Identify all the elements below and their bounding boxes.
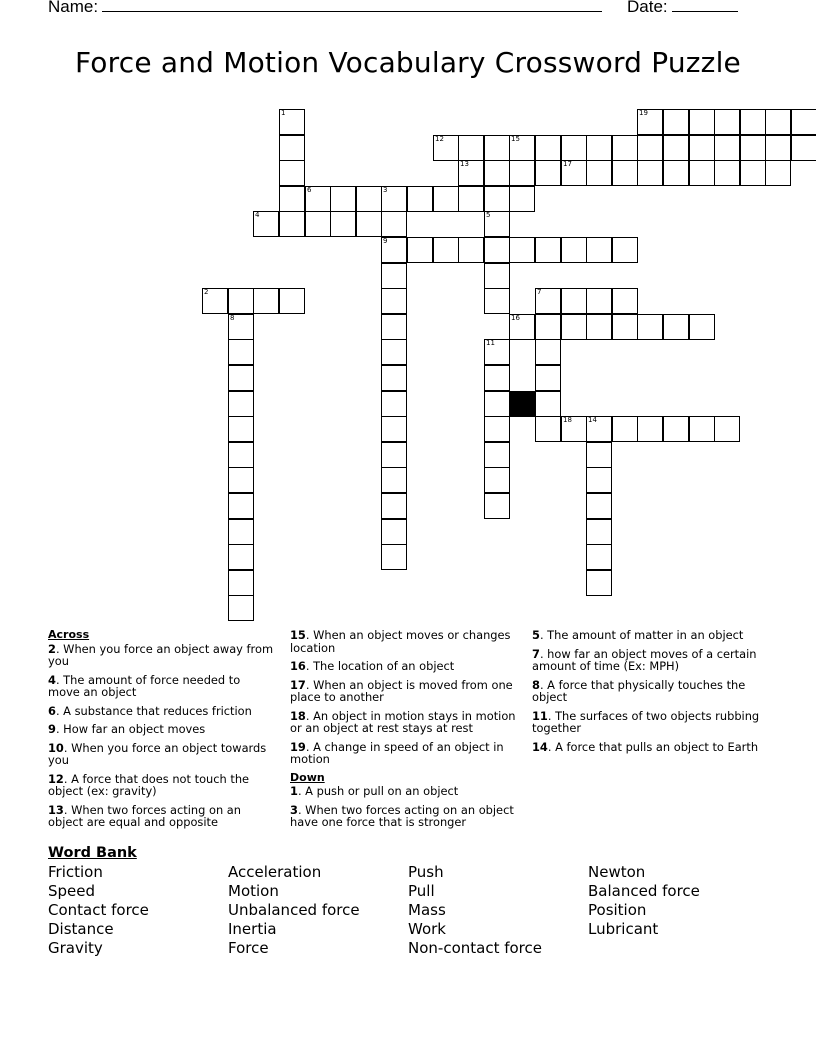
clue-text: . how far an object moves of a certain amount of time (Ex: MPH) (532, 646, 757, 673)
crossword-cell[interactable] (484, 442, 510, 468)
crossword-cell[interactable] (253, 288, 279, 314)
crossword-cell[interactable] (433, 135, 459, 161)
across-clue-list (48, 643, 274, 829)
crossword-cell[interactable] (228, 467, 254, 493)
clue-number: 19 (639, 109, 648, 117)
clue-text: . A force that pulls an object to Earth (547, 739, 759, 754)
crossword-cell[interactable] (433, 237, 459, 263)
down-clue-list (290, 785, 522, 829)
crossword-cell[interactable] (330, 186, 356, 212)
crossword-cell[interactable] (586, 544, 612, 570)
clue-number: 14 (532, 739, 548, 754)
across-clue (48, 643, 274, 668)
clues-column-1 (48, 629, 274, 835)
crossword-cell[interactable] (356, 211, 382, 237)
crossword-cell[interactable] (407, 186, 433, 212)
crossword-cell[interactable] (612, 288, 638, 314)
word-bank-item: Newton (588, 863, 646, 881)
crossword-cell[interactable] (484, 416, 510, 442)
across-clue (48, 742, 274, 767)
clue-number: 8 (230, 314, 235, 322)
down-clue (532, 710, 760, 735)
crossword-cell[interactable] (561, 416, 587, 442)
crossword-cell[interactable] (381, 442, 407, 468)
crossword-cell[interactable] (458, 237, 484, 263)
clue-number: 11 (486, 339, 495, 347)
clue-number: 15 (290, 628, 306, 642)
crossword-cell[interactable] (689, 314, 715, 340)
crossword-cell[interactable] (535, 314, 561, 340)
word-bank-item: Lubricant (588, 920, 659, 938)
crossword-cell[interactable] (228, 493, 254, 519)
crossword-cell[interactable] (714, 160, 740, 186)
crossword-cell[interactable] (228, 442, 254, 468)
word-bank-item: Mass (408, 901, 446, 919)
crossword-cell[interactable] (509, 160, 535, 186)
word-bank-item: Inertia (228, 920, 277, 938)
crossword-cell[interactable] (689, 416, 715, 442)
crossword-cell[interactable] (484, 288, 510, 314)
crossword-cell[interactable] (279, 288, 305, 314)
crossword-cell[interactable] (381, 211, 407, 237)
clue-text: . When you force an object towards you (48, 740, 267, 767)
crossword-cell[interactable] (381, 544, 407, 570)
crossword-cell[interactable] (637, 314, 663, 340)
word-bank-item: Distance (48, 920, 114, 938)
clue-number: 8 (532, 677, 540, 692)
crossword-cell[interactable] (586, 314, 612, 340)
crossword-cell[interactable] (228, 544, 254, 570)
crossword-cell[interactable] (740, 160, 766, 186)
clue-number: 9 (383, 237, 388, 245)
crossword-cell[interactable] (458, 186, 484, 212)
clue-text: . A force that physically touches the object (532, 677, 746, 704)
word-bank-item: Gravity (48, 939, 103, 957)
down-clue (532, 629, 760, 642)
across-clue (290, 629, 522, 654)
crossword-cell[interactable] (637, 160, 663, 186)
clue-number: 9 (48, 722, 56, 736)
clue-number: 17 (290, 677, 306, 692)
across-heading: Across (48, 628, 90, 641)
crossword-cell[interactable] (535, 416, 561, 442)
crossword-cell[interactable] (561, 160, 587, 186)
word-bank-item: Non-contact force (408, 939, 542, 957)
crossword-cell[interactable] (202, 288, 228, 314)
clue-number: 18 (563, 416, 572, 424)
clue-text: . A change in speed of an object in motion (290, 739, 504, 766)
clue-number: 2 (48, 641, 56, 656)
clue-text: . An object in motion stays in motion or an object at rest stays at rest (290, 708, 516, 735)
crossword-cell[interactable] (433, 186, 459, 212)
clue-number: 3 (383, 186, 388, 194)
crossword-cell[interactable] (561, 314, 587, 340)
clue-number: 6 (307, 186, 312, 194)
clues-column-3 (532, 629, 760, 759)
clue-number: 6 (48, 703, 56, 718)
clue-text: . When two forces acting on an object are equal and opposite (48, 802, 241, 829)
crossword-cell[interactable] (612, 237, 638, 263)
crossword-cell[interactable] (484, 135, 510, 161)
crossword-cell[interactable] (228, 365, 254, 391)
crossword-cell[interactable] (663, 314, 689, 340)
crossword-cell[interactable] (509, 135, 535, 161)
crossword-cell[interactable] (612, 135, 638, 161)
crossword-cell[interactable] (765, 109, 791, 135)
crossword-cell[interactable] (586, 416, 612, 442)
clue-text: . The surfaces of two objects rubbing together (532, 708, 760, 735)
clue-list-continued (290, 629, 522, 766)
clue-text: . How far an object moves (55, 722, 206, 736)
crossword-cell[interactable] (663, 416, 689, 442)
crossword-cell[interactable] (381, 186, 407, 212)
crossword-cell[interactable] (561, 288, 587, 314)
crossword-cell[interactable] (228, 416, 254, 442)
clue-text: . A substance that reduces friction (55, 703, 252, 718)
crossword-cell[interactable] (535, 391, 561, 417)
crossword-cell[interactable] (740, 135, 766, 161)
crossword-cell[interactable] (330, 211, 356, 237)
crossword-cell[interactable] (305, 186, 331, 212)
crossword-cell[interactable] (561, 135, 587, 161)
word-bank-item: Position (588, 901, 647, 919)
page-title: Force and Motion Vocabulary Crossword Puzzle (75, 46, 741, 79)
clue-number: 19 (290, 739, 306, 754)
crossword-cell[interactable] (535, 365, 561, 391)
crossword-cell[interactable] (714, 135, 740, 161)
crossword-cell[interactable] (586, 160, 612, 186)
crossword-cell[interactable] (228, 391, 254, 417)
clue-number: 16 (290, 659, 306, 673)
crossword-cell[interactable] (228, 570, 254, 596)
clue-text: . The amount of matter in an object (539, 628, 744, 642)
crossword-cell[interactable] (279, 186, 305, 212)
crossword-cell[interactable] (637, 416, 663, 442)
crossword-cell[interactable] (714, 109, 740, 135)
crossword-cell[interactable] (586, 288, 612, 314)
crossword-cell[interactable] (228, 314, 254, 340)
word-bank-item: Speed (48, 882, 96, 900)
crossword-cell[interactable] (765, 135, 791, 161)
clue-number: 3 (290, 802, 298, 817)
clue-number: 10 (48, 740, 64, 755)
word-bank-item: Motion (228, 882, 279, 900)
across-clue (48, 723, 274, 736)
across-clue (290, 660, 522, 673)
clue-text: . The amount of force needed to move an object (48, 672, 241, 699)
crossword-cell[interactable] (407, 237, 433, 263)
crossword-cell[interactable] (689, 160, 715, 186)
crossword-cell[interactable] (612, 314, 638, 340)
crossword-cell[interactable] (228, 519, 254, 545)
clue-text: . The location of an object (305, 659, 455, 673)
crossword-cell[interactable] (484, 467, 510, 493)
across-clue (290, 679, 522, 704)
crossword-cell[interactable] (381, 519, 407, 545)
crossword-cell[interactable] (279, 160, 305, 186)
clue-text: . A force that does not touch the object (ex: gravity) (48, 771, 250, 798)
down-clue (532, 648, 760, 673)
crossword-cell[interactable] (714, 416, 740, 442)
crossword-cell[interactable] (484, 263, 510, 289)
across-clue (48, 674, 274, 699)
crossword-cell[interactable] (279, 211, 305, 237)
clue-number: 13 (460, 160, 469, 168)
crossword-cell[interactable] (612, 416, 638, 442)
clue-text: . When an object moves or changes location (290, 628, 511, 655)
crossword-cell[interactable] (663, 160, 689, 186)
crossword-cell[interactable] (535, 135, 561, 161)
down-clue (290, 785, 522, 798)
across-clue (48, 773, 274, 798)
crossword-cell[interactable] (381, 339, 407, 365)
date-label: Date: (627, 0, 668, 16)
crossword-cell[interactable] (228, 595, 254, 621)
clue-number: 12 (435, 135, 444, 143)
clue-number: 5 (486, 211, 491, 219)
down-clue (532, 679, 760, 704)
clue-number: 15 (511, 135, 520, 143)
crossword-black-cell (509, 391, 535, 417)
clue-text: . When an object is moved from one place to another (290, 677, 513, 704)
clue-number: 7 (532, 646, 540, 661)
crossword-cell[interactable] (381, 365, 407, 391)
clue-number: 1 (290, 784, 298, 798)
word-bank-item: Balanced force (588, 882, 700, 900)
word-bank-item: Pull (408, 882, 435, 900)
crossword-cell[interactable] (381, 493, 407, 519)
word-bank-item: Acceleration (228, 863, 322, 881)
crossword-cell[interactable] (586, 135, 612, 161)
crossword-cell[interactable] (381, 416, 407, 442)
crossword-cell[interactable] (356, 186, 382, 212)
across-clue (290, 741, 522, 766)
crossword-cell[interactable] (381, 263, 407, 289)
crossword-cell[interactable] (381, 467, 407, 493)
crossword-cell[interactable] (253, 211, 279, 237)
crossword-cell[interactable] (740, 109, 766, 135)
crossword-cell[interactable] (509, 186, 535, 212)
clue-number: 14 (588, 416, 597, 424)
crossword-cell[interactable] (509, 314, 535, 340)
clue-number: 13 (48, 802, 64, 817)
clue-number: 11 (532, 708, 548, 723)
clue-number: 4 (48, 672, 56, 687)
word-bank-item: Contact force (48, 901, 149, 919)
word-bank-item: Friction (48, 863, 103, 881)
clue-number: 16 (511, 314, 520, 322)
clue-number: 5 (532, 628, 540, 642)
crossword-cell[interactable] (484, 211, 510, 237)
crossword-cell[interactable] (586, 467, 612, 493)
crossword-cell[interactable] (663, 135, 689, 161)
crossword-cell[interactable] (381, 391, 407, 417)
clue-number: 17 (563, 160, 572, 168)
crossword-cell[interactable] (586, 519, 612, 545)
clues-column-2 (290, 629, 522, 835)
crossword-cell[interactable] (484, 493, 510, 519)
clue-number: 2 (204, 288, 209, 296)
crossword-cell[interactable] (484, 186, 510, 212)
crossword-cell[interactable] (509, 237, 535, 263)
word-bank-list (48, 863, 768, 958)
clue-number: 1 (281, 109, 286, 117)
clue-number: 4 (255, 211, 260, 219)
down-clue-list-continued (532, 629, 760, 753)
crossword-cell[interactable] (484, 339, 510, 365)
crossword-cell[interactable] (561, 237, 587, 263)
crossword-cell[interactable] (484, 160, 510, 186)
word-bank (48, 845, 768, 958)
crossword-cell[interactable] (458, 160, 484, 186)
clue-text: . A push or pull on an object (297, 784, 459, 798)
name-label: Name: (48, 0, 99, 16)
word-bank-title: Word Bank (48, 845, 137, 861)
crossword-cell[interactable] (535, 237, 561, 263)
crossword-cell[interactable] (535, 339, 561, 365)
clue-text: . When two forces acting on an object have one force that is stronger (290, 802, 514, 829)
crossword-cell[interactable] (791, 135, 816, 161)
clue-text: . When you force an object away from you (48, 641, 274, 668)
across-clue (290, 710, 522, 735)
crossword-cell[interactable] (381, 314, 407, 340)
across-clue (48, 705, 274, 718)
crossword-cell[interactable] (586, 493, 612, 519)
down-clue (532, 741, 760, 754)
crossword-cell[interactable] (458, 135, 484, 161)
crossword-cell[interactable] (484, 365, 510, 391)
word-bank-item: Push (408, 863, 444, 881)
clue-number: 18 (290, 708, 306, 723)
crossword-cell[interactable] (586, 237, 612, 263)
word-bank-item: Work (408, 920, 446, 938)
crossword-cell[interactable] (689, 109, 715, 135)
word-bank-item: Unbalanced force (228, 901, 360, 919)
across-clue (48, 804, 274, 829)
crossword-cell[interactable] (637, 135, 663, 161)
down-clue (290, 804, 522, 829)
crossword-cell[interactable] (586, 442, 612, 468)
crossword-cell[interactable] (765, 160, 791, 186)
clue-number: 7 (537, 288, 542, 296)
word-bank-item: Force (228, 939, 269, 957)
crossword-cell[interactable] (535, 160, 561, 186)
crossword-cell[interactable] (689, 135, 715, 161)
crossword-cell[interactable] (612, 160, 638, 186)
crossword-cell[interactable] (535, 288, 561, 314)
crossword-cell[interactable] (228, 288, 254, 314)
crossword-cell[interactable] (663, 109, 689, 135)
crossword-cell[interactable] (228, 339, 254, 365)
crossword-cell[interactable] (586, 570, 612, 596)
crossword-cell[interactable] (279, 109, 305, 135)
crossword-cell[interactable] (305, 211, 331, 237)
crossword-cell[interactable] (381, 237, 407, 263)
crossword-cell[interactable] (791, 109, 816, 135)
crossword-cell[interactable] (381, 288, 407, 314)
crossword-cell[interactable] (484, 237, 510, 263)
clue-number: 12 (48, 771, 64, 786)
crossword-cell[interactable] (279, 135, 305, 161)
down-heading: Down (290, 770, 325, 784)
crossword-cell[interactable] (484, 391, 510, 417)
crossword-cell[interactable] (637, 109, 663, 135)
